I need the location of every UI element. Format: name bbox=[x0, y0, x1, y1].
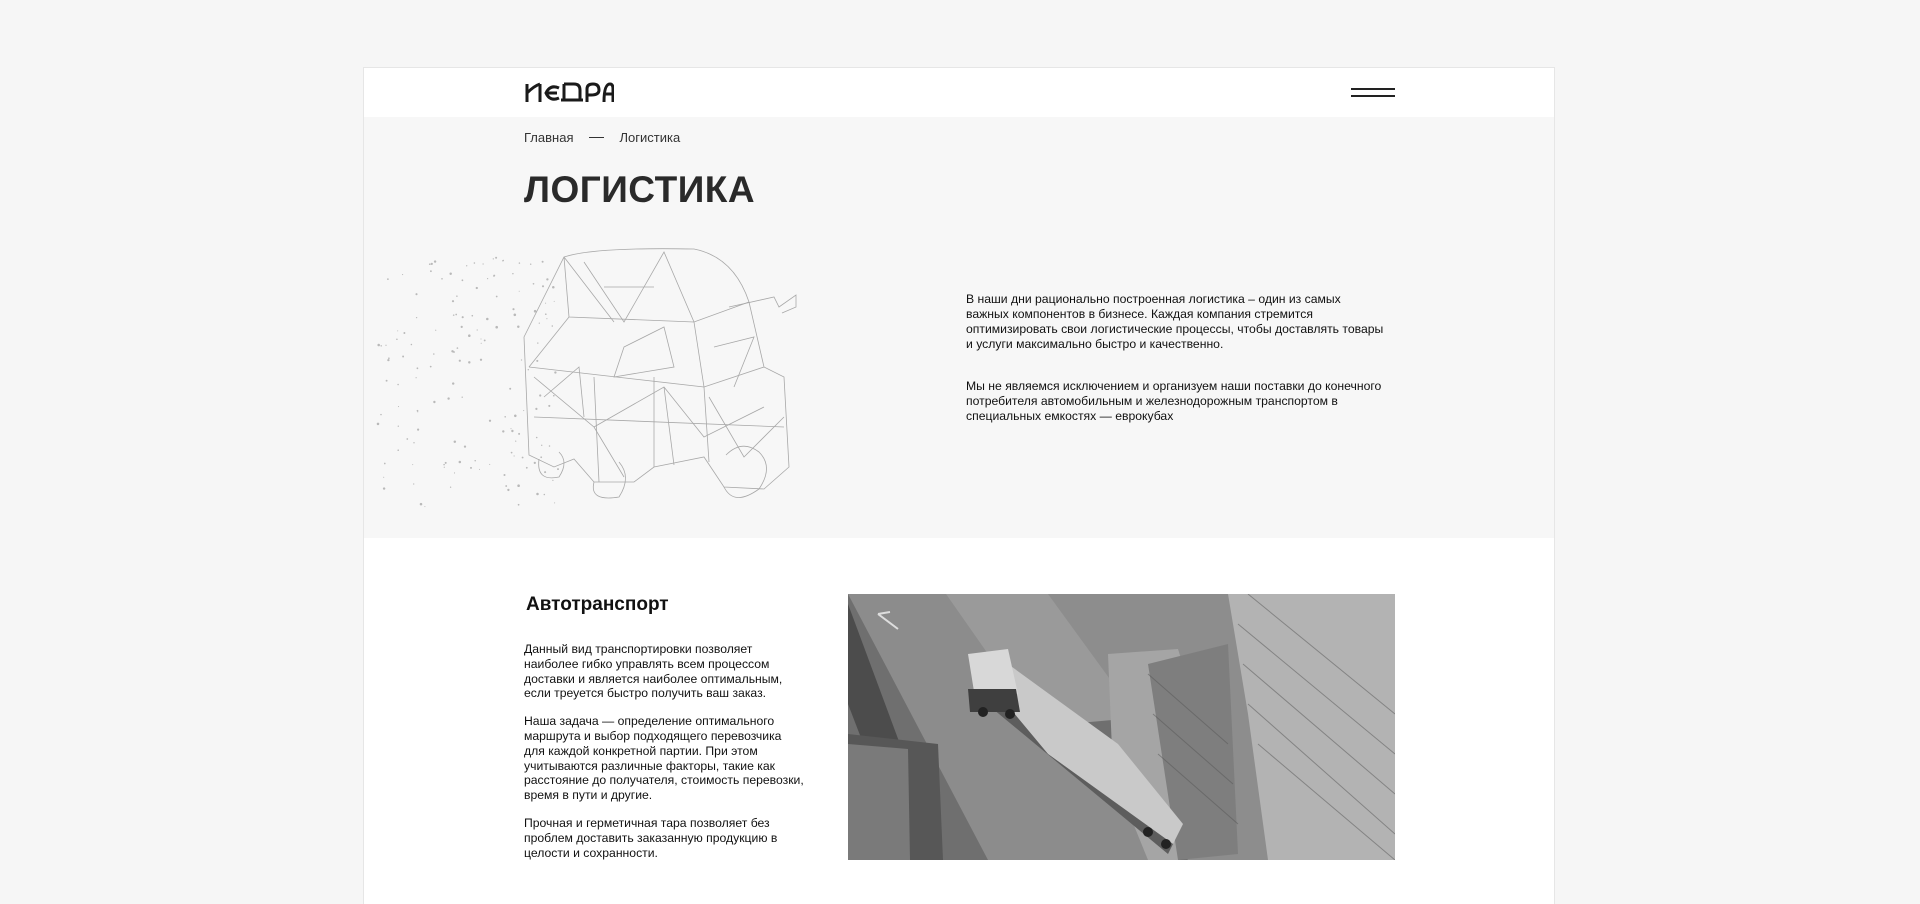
hero-section bbox=[364, 117, 1554, 538]
breadcrumb-separator bbox=[589, 137, 604, 138]
intro-paragraph: В наши дни рационально построенная логистика – один из самых важных компонентов в бизнесе. Каждая компания стремится оптимизировать свои логистические процессы, чтобы доставлять товары и услуги максимально быстро и качественно. bbox=[966, 292, 1384, 351]
page-title: ЛОГИСТИКА bbox=[524, 169, 756, 210]
site-header bbox=[364, 68, 1554, 117]
container-truck-photo bbox=[848, 594, 1395, 860]
wireframe-truck-illustration bbox=[364, 227, 894, 517]
section-title-autotransport: Автотранспорт bbox=[526, 594, 669, 615]
intro-paragraph: Мы не являемся исключением и организуем наши поставки до конечного потребителя автомобильным и железнодорожным транспортом в специальных емкостях — еврокубах bbox=[966, 379, 1382, 423]
nedra-logo[interactable] bbox=[524, 81, 614, 105]
section-paragraph: Данный вид транспортировки позволяет наиболее гибко управлять всем процессом доставки и является наиболее оптимальным, если треуется быстро получить ваш заказ. bbox=[524, 642, 783, 701]
hamburger-menu-icon[interactable] bbox=[1351, 84, 1395, 102]
breadcrumb-home-link[interactable]: Главная bbox=[524, 130, 574, 145]
breadcrumb bbox=[524, 130, 680, 145]
section-paragraph: Прочная и герметичная тара позволяет без проблем доставить заказанную продукцию в целости и сохранности. bbox=[524, 815, 778, 860]
breadcrumb-current: Логистика bbox=[619, 130, 681, 145]
intro-text bbox=[966, 292, 1386, 451]
section-paragraph: Наша задача — определение оптимального маршрута и выбор подходящего перевозчика для каждой конкретной партии. При этом учитываются различные факторы, такие как расстояние до получателя, стоимость перевозки, время в пути и другие. bbox=[524, 714, 804, 803]
autotransport-text bbox=[524, 642, 804, 873]
page-frame bbox=[363, 67, 1555, 904]
